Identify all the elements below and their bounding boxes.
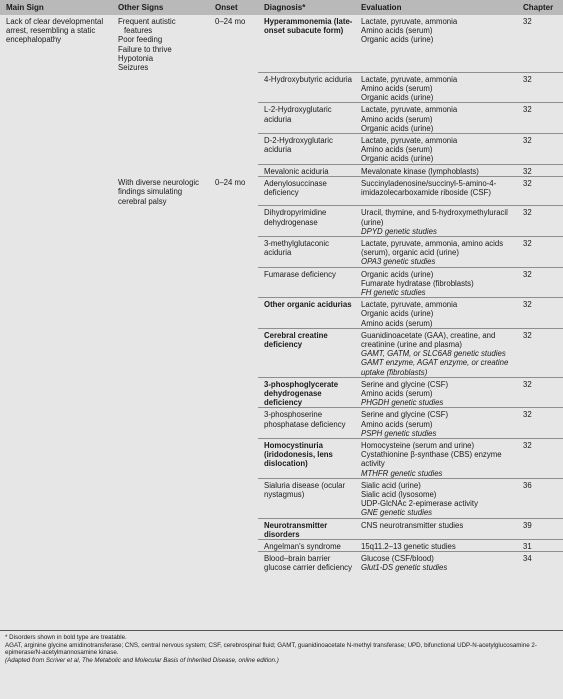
evaluation-cell: [355, 103, 517, 134]
main-sign-cell: [0, 298, 112, 329]
other-sign: Seizures: [118, 63, 149, 73]
header-main-sign: Main Sign: [0, 0, 112, 15]
onset-cell: [209, 328, 258, 377]
evaluation-line: Organic acids (urine): [361, 123, 434, 133]
evaluation-line: Glut1-DS genetic studies: [361, 563, 448, 573]
chapter-cell: 32: [517, 206, 563, 237]
evaluation-line: DPYD genetic studies: [361, 226, 437, 236]
chapter-cell: 36: [517, 478, 563, 518]
onset-cell: 0–24 mo: [215, 17, 246, 26]
diagnosis-cell: Angelman's syndrome: [258, 540, 355, 552]
other-signs-cell: [112, 328, 209, 377]
evaluation-line: 15q11.2–13 genetic studies: [361, 542, 456, 552]
onset-cell: [209, 164, 258, 176]
evaluation-cell: [355, 478, 517, 518]
table-row: [0, 518, 563, 539]
evaluation-line: GNE genetic studies: [361, 508, 433, 518]
footnote-abbreviations: AGAT, arginine glycine amidinotransferase; CNS, central nervous system; CSF, cerebrospinal fluid; GAMT, guanidinoacetate N-methyl transferase; UPD, bifunctional UDP-N-acetylglucosamine 2-epimerase/N-acetylmannosamine kinase.: [5, 641, 537, 657]
diagnosis-cell: 3-phosphoserine phosphatase deficiency: [258, 408, 355, 439]
other-signs-cell: [112, 176, 209, 206]
evaluation-line: Amino acids (serum): [361, 83, 433, 93]
chapter-cell: 39: [517, 518, 563, 539]
main-sign-cell: [0, 478, 112, 518]
other-signs-cell: [112, 236, 209, 267]
chapter-cell: 32: [517, 133, 563, 164]
footnote-treatable: * Disorders shown in bold type are treatable.: [5, 634, 127, 641]
table-body: [0, 15, 563, 573]
diagnosis-cell: Fumarase deficiency: [258, 267, 355, 298]
evaluation-line: Organic acids (urine): [361, 35, 434, 45]
evaluation-line: Amino acids (serum): [361, 145, 433, 155]
evaluation-line: Lactate, pyruvate, ammonia: [361, 74, 458, 84]
table-row: [0, 408, 563, 439]
main-sign-cell: [0, 72, 112, 103]
evaluation-line: Amino acids (serum): [361, 114, 433, 124]
other-signs-cell: [112, 552, 209, 573]
evaluation-line: Organic acids (urine): [361, 269, 434, 279]
other-signs-cell: [112, 267, 209, 298]
footnote-source: (Adapted from Scriver et al, The Metabolic and Molecular Basis of Inherited Disease, online edition.): [5, 656, 279, 664]
other-sign: features: [124, 26, 153, 36]
chapter-cell: 32: [517, 103, 563, 134]
evaluation-line: Lactate, pyruvate, ammonia: [361, 105, 458, 115]
evaluation-line: Guanidinoacetate (GAA), creatine, and creatinine (urine and plasma): [361, 330, 496, 349]
evaluation-cell: [355, 540, 517, 552]
chapter-cell: 32: [517, 164, 563, 176]
other-signs-cell: [112, 133, 209, 164]
onset-cell: [209, 377, 258, 408]
main-sign-cell: [0, 328, 112, 377]
diagnosis-cell: L-2-Hydroxyglutaric aciduria: [258, 103, 355, 134]
evaluation-line: GAMT, GATM, or SLC6A8 genetic studies: [361, 349, 506, 359]
evaluation-line: FH genetic studies: [361, 287, 426, 297]
onset-cell: [209, 298, 258, 329]
onset-cell: [209, 103, 258, 134]
onset-cell: [209, 236, 258, 267]
evaluation-line: Mevalonate kinase (lymphoblasts): [361, 166, 479, 176]
evaluation-line: PHGDH genetic studies: [361, 398, 444, 408]
main-sign-cell: [0, 552, 112, 573]
main-sign-cell: [0, 540, 112, 552]
main-sign-cell: [0, 377, 112, 408]
other-signs-cell: [112, 206, 209, 237]
onset-cell: [209, 518, 258, 539]
evaluation-cell: [355, 236, 517, 267]
evaluation-cell: [355, 328, 517, 377]
table-row: [0, 478, 563, 518]
evaluation-line: Succinyladenosine/succinyl-5-amino-4-imidazolecarboxamide riboside (CSF): [361, 178, 497, 197]
table-row: [0, 176, 563, 206]
onset-cell: [209, 478, 258, 518]
other-sign: Failure to thrive: [118, 44, 172, 54]
chapter-cell: 32: [517, 298, 563, 329]
diagnosis-cell: Dihydropyrimidine dehydrogenase: [258, 206, 355, 237]
table-row: [0, 206, 563, 237]
header-onset: Onset: [209, 0, 258, 15]
onset-cell: [209, 72, 258, 103]
chapter-cell: 32: [517, 236, 563, 267]
evaluation-cell: [355, 164, 517, 176]
table-row: [0, 164, 563, 176]
other-signs-cell: [112, 164, 209, 176]
chapter-cell: 32: [517, 439, 563, 479]
evaluation-line: OPA3 genetic studies: [361, 257, 436, 267]
evaluation-cell: [355, 408, 517, 439]
onset-cell: [209, 206, 258, 237]
diagnosis-cell: Other organic acidurias: [258, 298, 355, 329]
chapter-cell: 32: [517, 408, 563, 439]
table-row: [0, 377, 563, 408]
other-sign: Frequent autistic: [118, 17, 176, 26]
evaluation-cell: [355, 298, 517, 329]
other-signs-cell: [112, 540, 209, 552]
other-sign: Poor feeding: [118, 35, 163, 45]
evaluation-line: GAMT enzyme, AGAT enzyme, or creatine uptake (fibroblasts): [361, 358, 509, 377]
chapter-cell: 32: [517, 176, 563, 206]
main-sign-cell: [0, 164, 112, 176]
evaluation-line: Amino acids (serum): [361, 419, 433, 429]
chapter-cell: 32: [517, 377, 563, 408]
other-signs-cell: [112, 439, 209, 479]
table-row: [0, 103, 563, 134]
diagnosis-cell: Mevalonic aciduria: [258, 164, 355, 176]
diagnosis-cell: Hyperammonemia (late-onset subacute form): [264, 17, 353, 36]
onset-cell: [209, 408, 258, 439]
evaluation-cell: [355, 377, 517, 408]
evaluation-cell: [355, 439, 517, 479]
diagnosis-cell: 3-methylglutaconic aciduria: [258, 236, 355, 267]
evaluation-line: Amino acids (serum): [361, 389, 433, 399]
table-row: [0, 236, 563, 267]
header-diagnosis: Diagnosis*: [258, 0, 355, 15]
evaluation-line: Serine and glycine (CSF): [361, 410, 449, 420]
evaluation-cell: [355, 133, 517, 164]
table-row: [0, 72, 563, 103]
evaluation-line: Lactate, pyruvate, ammonia: [361, 17, 458, 26]
evaluation-line: Sialic acid (lysosome): [361, 490, 437, 500]
diagnosis-cell: Cerebral creatine deficiency: [258, 328, 355, 377]
diagnosis-cell: Neurotransmitter disorders: [258, 518, 355, 539]
diagnosis-cell: 4-Hydroxybutyric aciduria: [258, 72, 355, 103]
evaluation-line: Glucose (CSF/blood): [361, 554, 434, 564]
evaluation-line: Organic acids (urine): [361, 309, 434, 319]
evaluation-cell: [355, 267, 517, 298]
main-sign-cell: Lack of clear developmental arrest, resembling a static encephalopathy: [6, 17, 104, 45]
evaluation-line: Amino acids (serum): [361, 318, 433, 328]
footnotes: [0, 630, 563, 699]
other-signs-cell: [112, 478, 209, 518]
evaluation-line: UDP-GlcNAc 2-epimerase activity: [361, 499, 478, 509]
diagnosis-cell: Homocystinuria (iridodonesis, lens dislocation): [258, 439, 355, 479]
evaluation-line: CNS neurotransmitter studies: [361, 520, 464, 530]
chapter-cell: 31: [517, 540, 563, 552]
main-sign-cell: [0, 267, 112, 298]
evaluation-line: Sialic acid (urine): [361, 480, 421, 490]
diagnosis-cell: Sialuria disease (ocular nystagmus): [258, 478, 355, 518]
evaluation-line: PSPH genetic studies: [361, 428, 437, 438]
evaluation-line: Organic acids (urine): [361, 93, 434, 103]
other-signs-cell: [112, 298, 209, 329]
chapter-cell: 32: [517, 267, 563, 298]
other-sign: With diverse neurologic findings simulating cerebral palsy: [118, 178, 200, 206]
other-signs-cell: [112, 103, 209, 134]
evaluation-cell: [355, 72, 517, 103]
header-chapter: Chapter: [517, 0, 563, 15]
table-row: [0, 552, 563, 573]
main-sign-cell: [0, 103, 112, 134]
chapter-cell: 32: [517, 328, 563, 377]
table-row: [0, 328, 563, 377]
onset-cell: [209, 552, 258, 573]
table-row: [0, 15, 563, 72]
diagnosis-cell: D-2-Hydroxyglutaric aciduria: [258, 133, 355, 164]
main-sign-cell: [0, 176, 112, 206]
onset-cell: [209, 267, 258, 298]
evaluation-line: Lactate, pyruvate, ammonia, amino acids (serum), organic acid (urine): [361, 238, 504, 258]
other-signs-cell: [112, 377, 209, 408]
evaluation-line: Cystathionine β-synthase (CBS) enzyme activity: [361, 450, 502, 469]
evaluation-line: Lactate, pyruvate, ammonia: [361, 300, 458, 310]
diagnosis-cell: Blood–brain barrier glucose carrier deficiency: [258, 552, 355, 573]
diagnosis-cell: Adenylosuccinase deficiency: [258, 176, 355, 206]
main-sign-cell: [0, 206, 112, 237]
header-other-signs: Other Signs: [112, 0, 209, 15]
evaluation-cell: [355, 15, 517, 72]
other-signs-cell: [112, 72, 209, 103]
onset-cell: 0–24 mo: [215, 178, 246, 188]
header-row: [0, 0, 563, 15]
main-sign-cell: [0, 408, 112, 439]
other-signs-cell: [112, 15, 209, 72]
evaluation-line: Fumarate hydratase (fibroblasts): [361, 278, 474, 288]
table-row: [0, 133, 563, 164]
onset-cell: [209, 540, 258, 552]
table-row: [0, 540, 563, 552]
diagnosis-cell: 3-phosphoglycerate dehydrogenase deficiency: [258, 377, 355, 408]
other-signs-cell: [112, 408, 209, 439]
other-signs-cell: [112, 518, 209, 539]
chapter-cell: 32: [517, 72, 563, 103]
onset-cell: [209, 439, 258, 479]
main-sign-cell: [0, 133, 112, 164]
evaluation-cell: [355, 176, 517, 206]
evaluation-cell: [355, 206, 517, 237]
evaluation-line: Organic acids (urine): [361, 154, 434, 164]
table-row: [0, 267, 563, 298]
evaluation-line: Uracil, thymine, and 5-hydroxymethyluracil (urine): [361, 208, 508, 227]
main-sign-cell: [0, 518, 112, 539]
evaluation-line: Amino acids (serum): [361, 26, 433, 36]
evaluation-line: MTHFR genetic studies: [361, 468, 443, 478]
evaluation-line: Homocysteine (serum and urine): [361, 441, 475, 451]
evaluation-cell: [355, 552, 517, 573]
evaluation-line: Lactate, pyruvate, ammonia: [361, 135, 458, 145]
chapter-cell: 34: [517, 552, 563, 573]
other-sign: Hypotonia: [118, 53, 154, 63]
main-sign-cell: [0, 236, 112, 267]
chapter-cell: 32: [523, 17, 532, 26]
header-evaluation: Evaluation: [355, 0, 517, 15]
table-row: [0, 439, 563, 479]
evaluation-cell: [355, 518, 517, 539]
onset-cell: [209, 133, 258, 164]
main-sign-cell: [0, 439, 112, 479]
table-row: [0, 298, 563, 329]
evaluation-line: Serine and glycine (CSF): [361, 379, 449, 389]
